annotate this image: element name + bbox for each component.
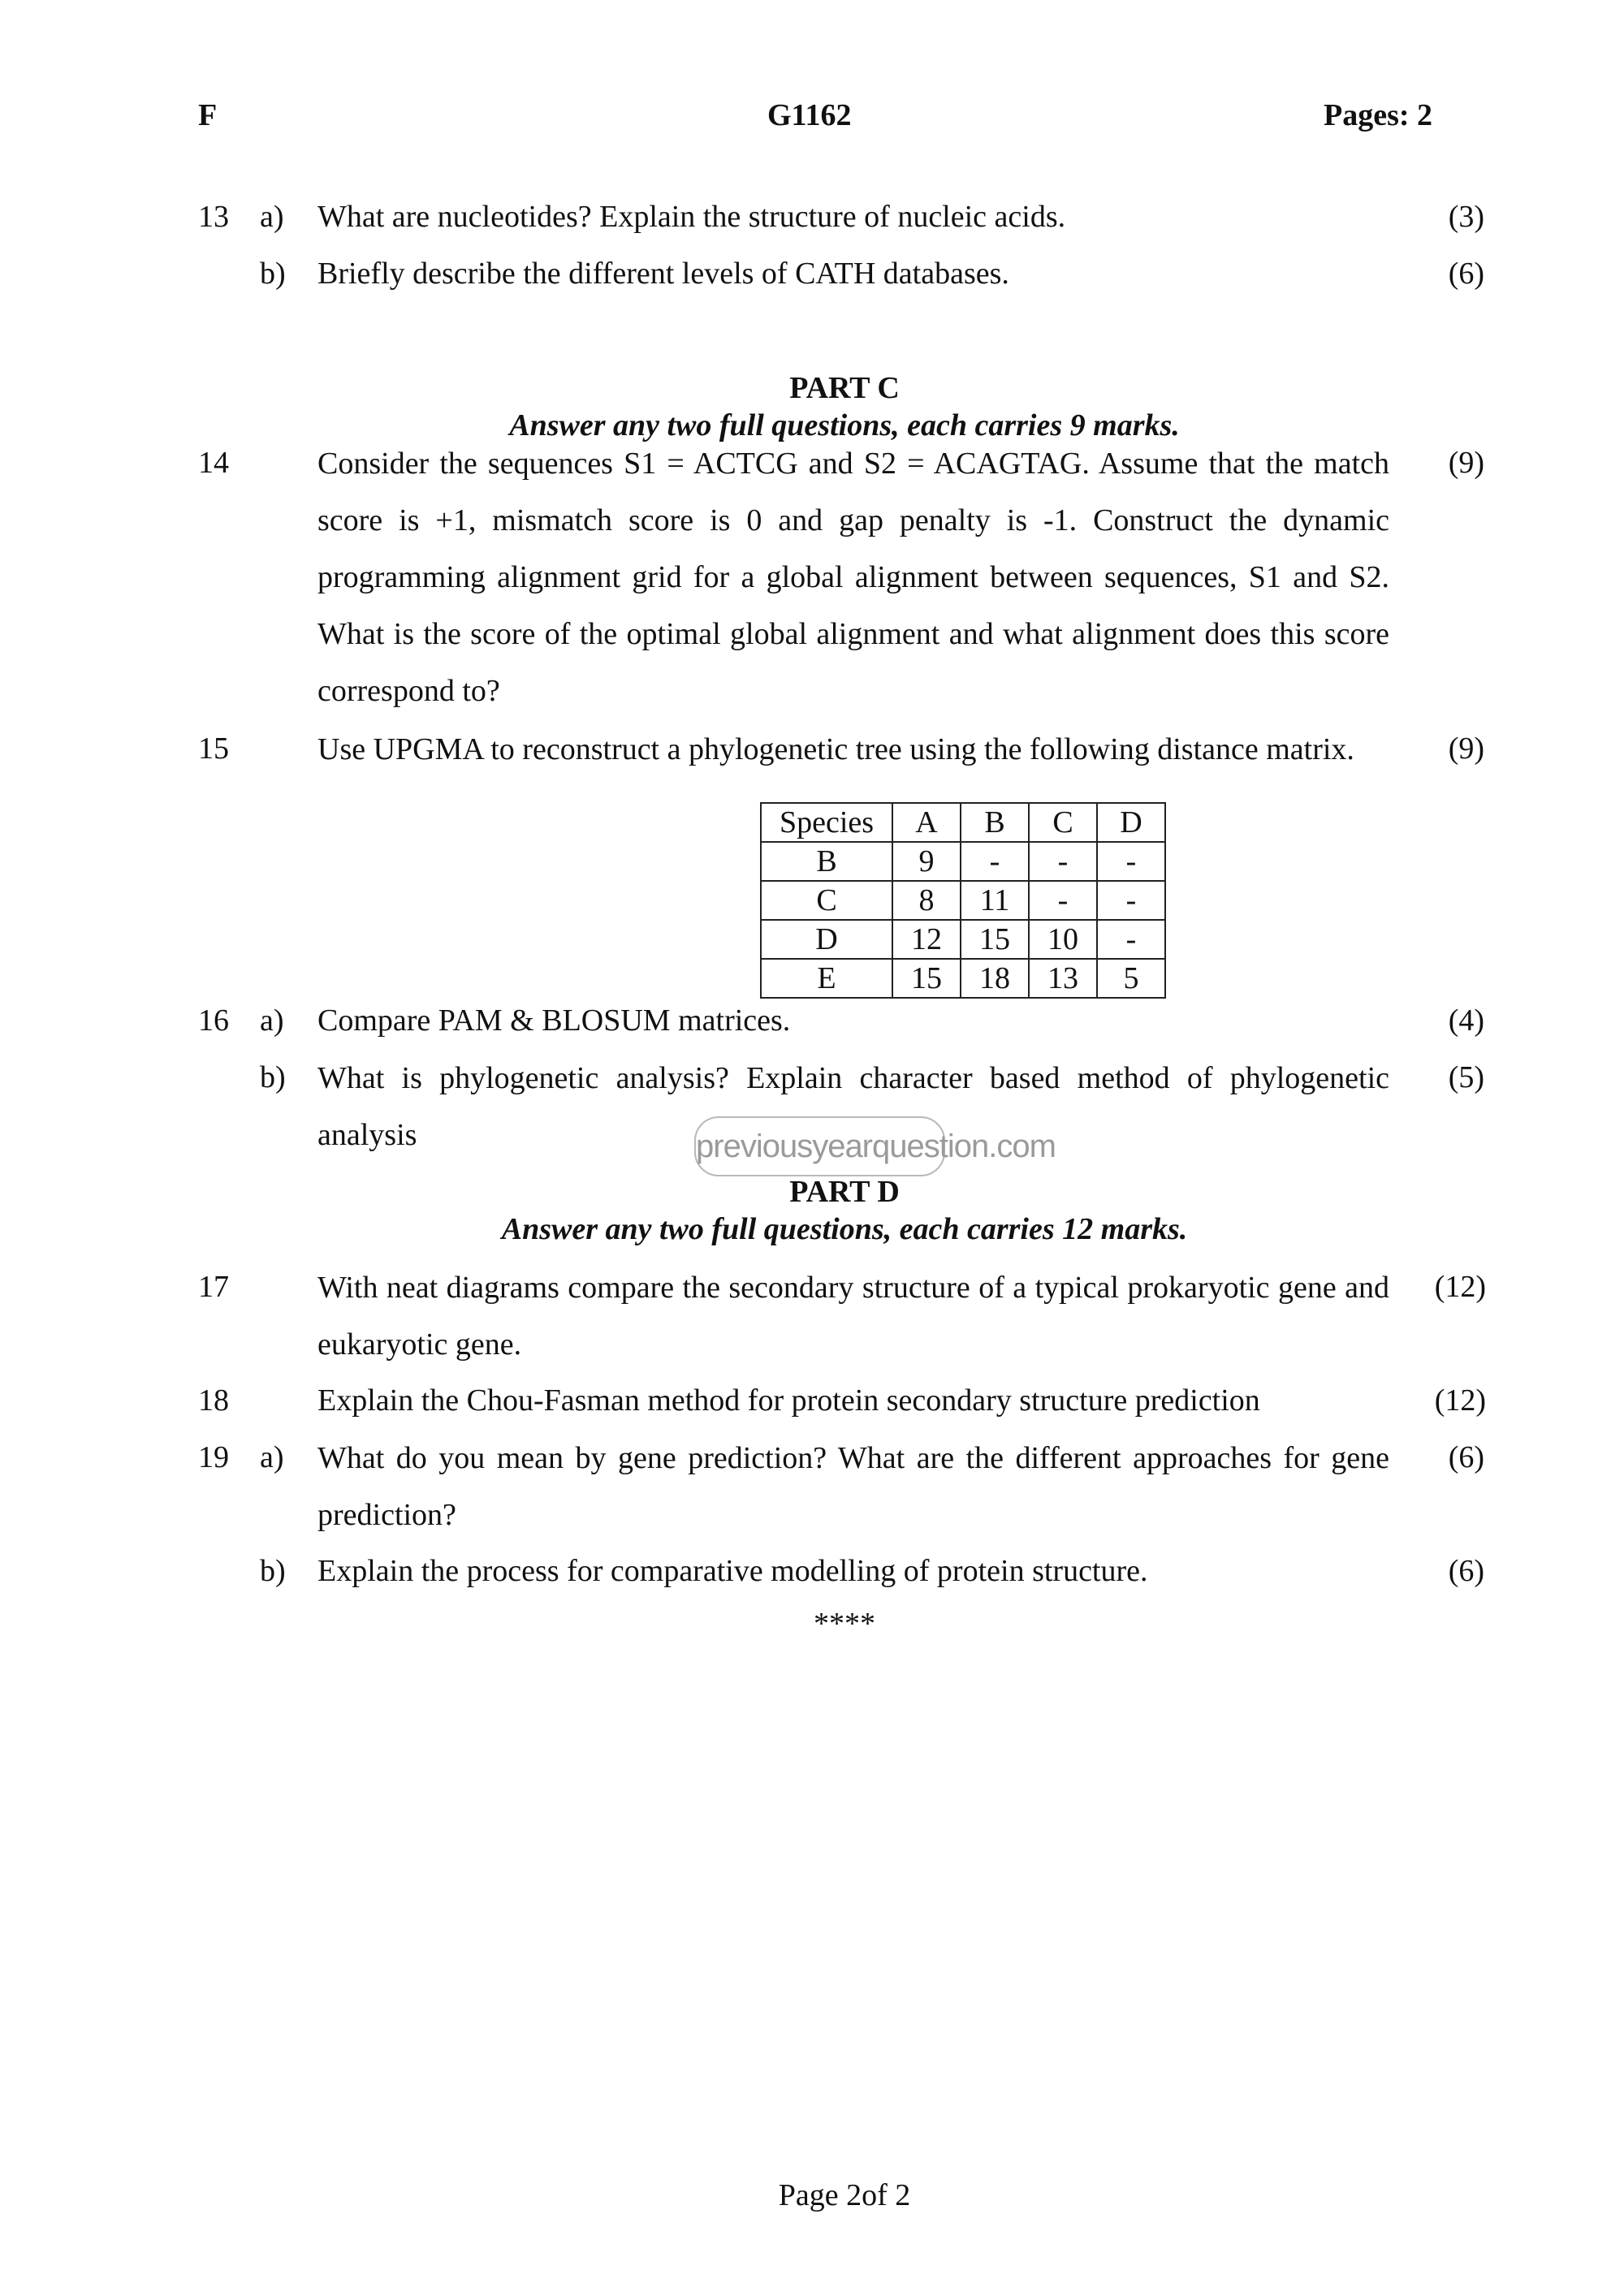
question-number: 17: [198, 1270, 229, 1304]
table-cell: 10: [1029, 920, 1097, 959]
subquestion-label: a): [260, 1003, 284, 1038]
question-text: Briefly describe the different levels of CATH databases.: [317, 257, 1009, 291]
question-marks: (6): [1448, 1440, 1484, 1474]
header-set-code: F: [198, 98, 218, 132]
table-cell: 9: [892, 842, 961, 881]
table-row: [761, 959, 1165, 998]
watermark: previousyearquestion.com: [694, 1116, 945, 1176]
end-of-paper-mark: ****: [814, 1607, 875, 1641]
question-number: 19: [198, 1440, 229, 1474]
question-marks: (9): [1448, 732, 1484, 766]
table-cell: -: [1029, 842, 1097, 881]
question-marks: (5): [1448, 1060, 1484, 1094]
table-cell: B: [761, 842, 892, 881]
table-cell: 8: [892, 881, 961, 920]
table-cell: -: [961, 842, 1029, 881]
question-marks: (12): [1434, 1270, 1486, 1304]
question-text: What is phylogenetic analysis? Explain character based method of phylogenetic analysis: [317, 1061, 1389, 1152]
question-text: Explain the process for comparative modelling of protein structure.: [317, 1554, 1148, 1588]
table-cell: 5: [1097, 959, 1165, 998]
table-header-cell: D: [1097, 803, 1165, 842]
table-cell: D: [761, 920, 892, 959]
part-c-instruction: Answer any two full questions, each carries 9 marks.: [509, 408, 1180, 442]
table-header-cell: A: [892, 803, 961, 842]
subquestion-label: a): [260, 1440, 284, 1474]
question-marks: (6): [1448, 1554, 1484, 1588]
table-cell: 15: [892, 959, 961, 998]
table-cell: 11: [961, 881, 1029, 920]
table-cell: C: [761, 881, 892, 920]
subquestion-label: a): [260, 200, 284, 234]
question-marks: (4): [1448, 1003, 1484, 1038]
question-text: What do you mean by gene prediction? What are the different approaches for gene prediction?: [317, 1441, 1389, 1532]
table-cell: E: [761, 959, 892, 998]
question-text: What are nucleotides? Explain the structure of nucleic acids.: [317, 200, 1066, 234]
page-footer: Page 2of 2: [778, 2178, 911, 2212]
question-number: 16: [198, 1003, 229, 1038]
distance-matrix-table: [760, 802, 1166, 999]
question-number: 18: [198, 1383, 229, 1418]
question-marks: (3): [1448, 200, 1484, 234]
header-page-count: Pages: 2: [1324, 98, 1433, 132]
question-number: 14: [198, 446, 229, 480]
table-row: [761, 881, 1165, 920]
part-d-instruction: Answer any two full questions, each carries 12 marks.: [501, 1212, 1188, 1246]
question-number: 15: [198, 732, 229, 766]
question-text: Consider the sequences S1 = ACTCG and S2 = ACAGTAG. Assume that the match score is +1, mismatch score is 0 and gap penalty is -1. Construct the dynamic programming alignment grid for a global alignment between sequences, S1 and S2. What is the score of the optimal global alignment and what alignment does this score correspond to?: [317, 447, 1389, 708]
table-cell: -: [1097, 881, 1165, 920]
table-header-row: [761, 803, 1165, 842]
subquestion-label: b): [260, 257, 286, 291]
table-header-cell: B: [961, 803, 1029, 842]
subquestion-label: b): [260, 1060, 286, 1094]
table-header-cell: Species: [761, 803, 892, 842]
table-cell: 12: [892, 920, 961, 959]
header-paper-code: G1162: [767, 98, 852, 132]
question-marks: (6): [1448, 257, 1484, 291]
table-cell: 13: [1029, 959, 1097, 998]
table-cell: -: [1097, 842, 1165, 881]
table-row: [761, 842, 1165, 881]
subquestion-label: b): [260, 1554, 286, 1588]
table-header-cell: C: [1029, 803, 1097, 842]
table-cell: -: [1097, 920, 1165, 959]
question-text: With neat diagrams compare the secondary structure of a typical prokaryotic gene and eukaryotic gene.: [317, 1271, 1389, 1362]
question-text: Compare PAM & BLOSUM matrices.: [317, 1003, 791, 1038]
question-number: 13: [198, 200, 229, 234]
question-marks: (12): [1434, 1383, 1486, 1418]
question-text: Explain the Chou-Fasman method for protein secondary structure prediction: [317, 1383, 1260, 1418]
table-cell: -: [1029, 881, 1097, 920]
table-cell: 18: [961, 959, 1029, 998]
part-d-title: PART D: [789, 1175, 900, 1209]
question-text: Use UPGMA to reconstruct a phylogenetic tree using the following distance matrix.: [317, 732, 1354, 766]
question-marks: (9): [1448, 446, 1484, 480]
table-cell: 15: [961, 920, 1029, 959]
table-row: [761, 920, 1165, 959]
part-c-title: PART C: [789, 371, 900, 405]
